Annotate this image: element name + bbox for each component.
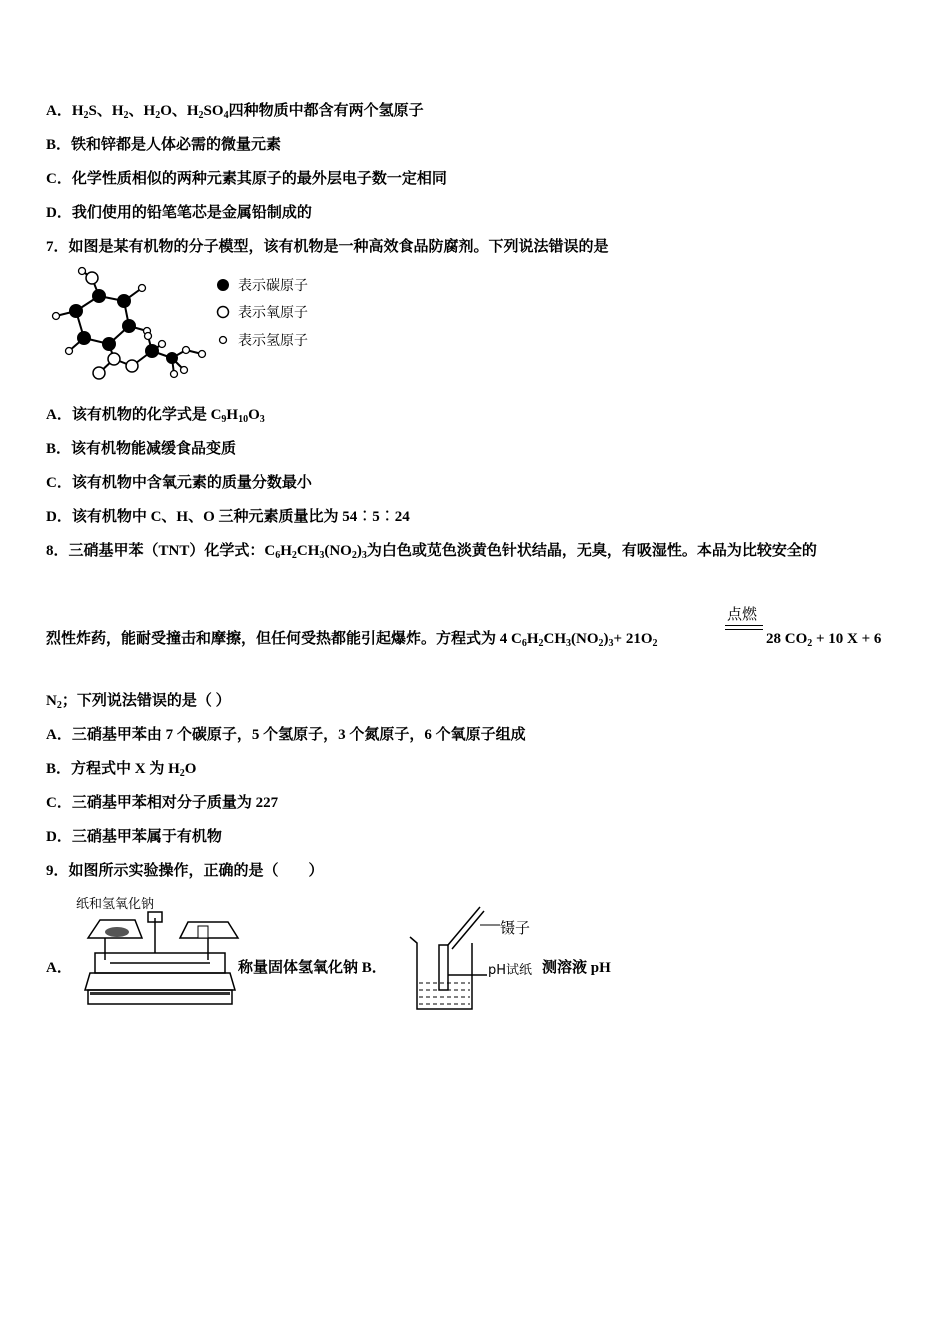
option-text: 四种物质中都含有两个氢原子 [228,103,424,119]
q6-option-c: C．化学性质相似的两种元素其原子的最外层电子数一定相同 [46,171,447,187]
molecule-model-figure [44,266,214,386]
balance-figure [80,908,240,1013]
stem-text: 为白色或苋色淡黄色针状结晶，无臭，有吸湿性。本品为比较安全的 [366,543,817,559]
q8-option-a: A．三硝基甲苯由 7 个碳原子，5 个氢原子，3 个氮原子，6 个氧原子组成 [46,727,526,743]
q7-option-c: C．该有机物中含氧元素的质量分数最小 [46,475,312,491]
subscript: 3 [259,414,265,425]
q8-stem-line2-products: 28 $CO_2 + 10$ X + 6 [766,631,882,649]
formula-part: O [248,407,260,423]
stem-text: ；下列说法错误的是（ ） [61,693,231,709]
q6-option-a [46,101,424,121]
carbon-legend-icon [215,277,231,293]
option-text: B．方程式中 X 为 H [46,761,180,777]
option-text: A．该有机物的化学式是 C [46,407,222,423]
balance-caption: 纸和氢氧化钠 [76,897,155,912]
tweezers-pointer [480,922,502,928]
hydrogen-legend-icon [215,332,231,348]
formula-part: H [226,407,239,423]
legend-hydrogen: 表示氢原子 [238,333,308,349]
q7-option-b: B．该有机物能减缓食品变质 [46,441,237,457]
stem-text: 烈性炸药，能耐受撞击和摩擦，但任何受热都能引起爆炸。方程式为 4 C [46,631,522,647]
q8-stem-line2: 烈性炸药，能耐受撞击和摩擦，但任何受热都能引起爆炸。方程式为 4 $C_6H_2CH_3(NO_2)_3+ 21O_2$ [46,631,658,649]
stem-text: + 21O [613,631,653,647]
reaction-condition: 点燃 [727,605,758,623]
q7-option-a [46,405,265,425]
q8-option-d: D．三硝基甲苯属于有机物 [46,829,222,845]
option-text: O [184,761,197,777]
tweezers-label: 镊子 [500,919,531,937]
formula-h2s: $H_2S$、$H_2$、$H_2O$、$H_2SO_4$ [71,103,229,121]
q6-option-b: B．铁和锌都是人体必需的微量元素 [46,137,282,153]
beaker-figure [402,905,492,1015]
legend-carbon: 表示碳原子 [238,278,308,294]
q9-option-b-text: 测溶液 pH [542,960,611,976]
stem-text: + 10 X + 6 [812,631,882,647]
q8-stem-line1: 8．三硝基甲苯（TNT）化学式：$C_6H_2CH_3(NO_2)_3$为白色或苋色淡黄色针状结晶，无臭，有吸湿性。本品为比较安全的 [46,543,817,561]
stem-text: 28 CO [766,631,808,647]
q6-option-d: D．我们使用的铅笔笔芯是金属铅制成的 [46,205,312,221]
q9-stem: 9．如图所示实验操作，正确的是（ ） [46,863,324,879]
q8-option-b: B．方程式中 X 为 $H_2O$ [46,761,197,779]
oxygen-legend-icon [215,304,231,320]
legend-oxygen: 表示氧原子 [238,305,308,321]
q8-stem-line3: $N_2$；下列说法错误的是（ ） [46,693,231,711]
q7-option-d: D．该有机物中 C、H、O 三种元素质量比为 54︰5︰24 [46,509,410,525]
q8-option-c: C．三硝基甲苯相对分子质量为 227 [46,795,279,811]
ph-paper-label: pH试纸 [488,963,533,978]
subscript: 9 [221,414,227,425]
stem-text: N [46,693,57,709]
q7-stem: 7．如图是某有机物的分子模型，该有机物是一种高效食品防腐剂。下列说法错误的是 [46,239,609,255]
stem-text: 8．三硝基甲苯（TNT）化学式：C [46,543,276,559]
q9-option-a-label: A． [46,960,72,976]
option-prefix: A． [46,103,72,119]
subscript: 10 [238,414,249,425]
q9-option-a-text: 称量固体氢氧化钠 B． [238,960,387,976]
equals-sign [725,624,765,632]
